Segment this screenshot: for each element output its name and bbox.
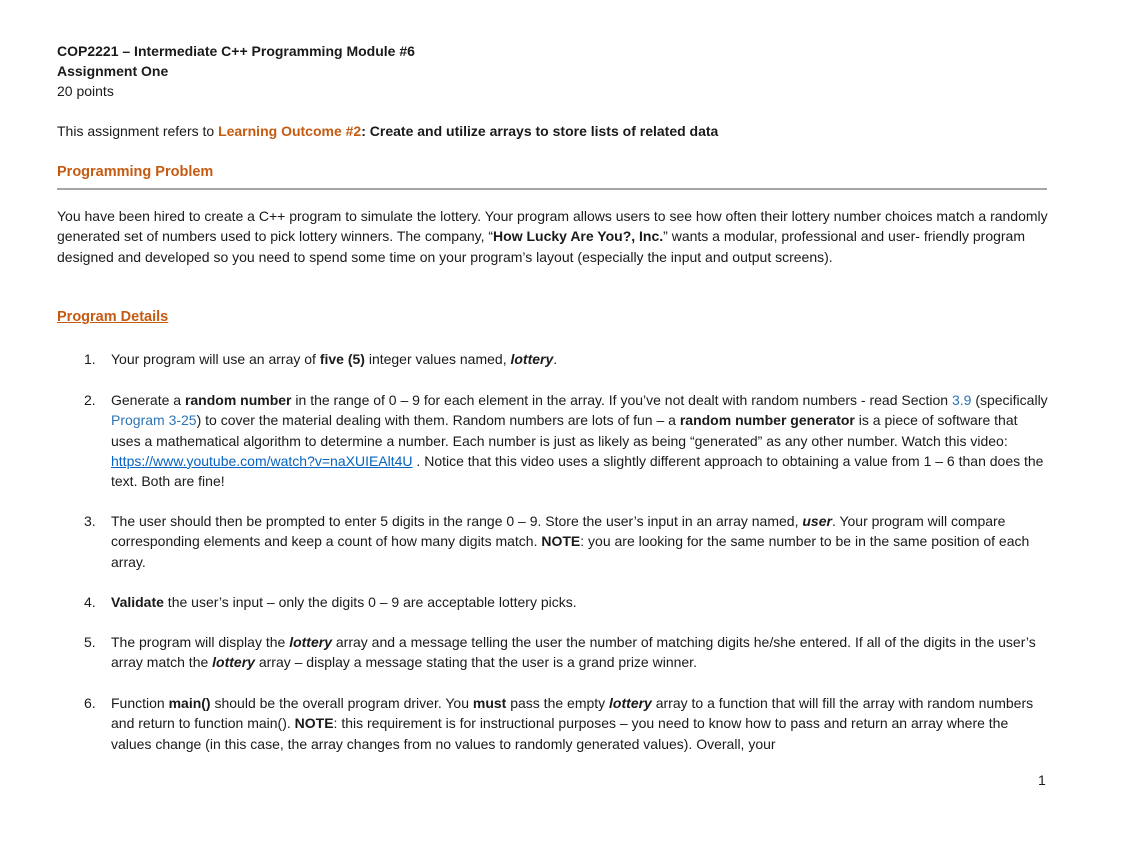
item-text-bold-italic: lottery: [212, 654, 255, 671]
course-title: COP2221 – Intermediate C++ Programming Module #6: [57, 43, 415, 59]
item-text-bold: random number generator: [679, 412, 855, 429]
item-text: .: [553, 351, 558, 367]
item-text: is a piece of software that uses a mathematical algorithm to determine a number. Each number is just as likely as being “generated” as any other number. Watch this video:: [111, 412, 1018, 449]
note-label: NOTE: [294, 715, 334, 732]
item-text-bold: main(): [168, 695, 211, 711]
item-text-bold-italic: user: [802, 513, 832, 529]
note-label: NOTE: [541, 533, 581, 550]
item-text: integer values named,: [364, 351, 511, 367]
item-text: ) to cover the material dealing with them. Random numbers are lots of fun – a: [196, 412, 680, 429]
programming-problem-heading: Programming Problem: [57, 164, 214, 180]
list-item: [84, 511, 1049, 572]
item-text-bold: random number: [184, 392, 292, 408]
item-text: pass the empty: [506, 695, 610, 711]
list-item: [84, 632, 1049, 673]
list-item: [84, 693, 1049, 754]
list-item: [84, 349, 1049, 369]
item-text: should be the overall program driver. You: [210, 695, 473, 711]
list-item-number: 1.: [84, 351, 96, 367]
item-text-bold: five (5): [319, 351, 365, 367]
item-text-bold-italic: lottery: [609, 695, 652, 711]
list-item: [84, 390, 1049, 491]
page-number: 1: [1038, 772, 1046, 788]
learning-outcome-description: Create and utilize arrays to store lists of related data: [369, 123, 719, 139]
learning-outcome-line: [57, 123, 718, 139]
item-text-bold-italic: lottery: [289, 634, 332, 650]
item-text: The user should then be prompted to enter 5 digits in the range 0 – 9. Store the user’s input in an array named,: [111, 513, 803, 529]
list-item-number: 3.: [84, 513, 96, 529]
item-text-bold: must: [472, 695, 507, 711]
assignment-title: Assignment One: [57, 63, 169, 79]
item-text: . Your program will compare corresponding elements and keep a count of how many digits match.: [111, 513, 1006, 550]
section-divider: [57, 188, 1047, 190]
company-name: How Lucky Are You?, Inc.: [493, 228, 664, 245]
item-text: Your program will use an array of: [111, 351, 320, 367]
list-item-number: 4.: [84, 594, 96, 610]
list-item: [84, 592, 1049, 612]
problem-text-1: You have been hired to create a C++ program to simulate the lottery. Your program allows users to see how often their lottery number choices match a randomly generated set of numbers used to pick lottery winners. The company, “: [57, 208, 1048, 245]
problem-paragraph: [57, 206, 1052, 267]
problem-text-2: ” wants a modular, professional and user- friendly program designed and developed so you need to spend some time on your program’s layout (especially the input and output screens).: [57, 228, 1025, 265]
points-label: 20 points: [57, 83, 114, 99]
item-text: : this requirement is for instructional purposes – you need to know how to pass and return an array where the values change (in this case, the array changes from no values to randomly generated values). Overall, your: [111, 715, 1009, 752]
program-details-heading: Program Details: [57, 309, 169, 325]
item-text: array to a function that will fill the array with random numbers and return to function main().: [111, 695, 1034, 732]
item-text: (specifically: [971, 392, 1048, 408]
program-reference-link[interactable]: Program 3-25: [111, 412, 197, 429]
item-text: in the range of 0 – 9 for each element in the array. If you’ve not dealt with random numbers - read Section: [291, 392, 952, 408]
item-text: array – display a message stating that the user is a grand prize winner.: [254, 654, 697, 671]
item-text: . Notice that this video uses a slightly different approach to obtaining a value from 1 – 6 than does the text. Both are fine!: [111, 452, 1044, 490]
list-item-number: 6.: [84, 695, 96, 711]
section-reference-link[interactable]: 3.9: [951, 392, 972, 408]
item-text: the user’s input – only the digits 0 – 9 are acceptable lottery picks.: [163, 594, 577, 610]
list-item-number: 5.: [84, 634, 96, 650]
learning-outcome-ref: Learning Outcome #2: [218, 123, 362, 139]
item-text: : you are looking for the same number to be in the same position of each array.: [111, 533, 1030, 570]
item-text: Generate a: [111, 392, 185, 408]
youtube-video-link[interactable]: https://www.youtube.com/watch?v=naXUIEAlt4U: [111, 452, 413, 469]
list-item-number: 2.: [84, 392, 96, 408]
item-text: array and a message telling the user the number of matching digits he/she entered. If all of the digits in the user’s array match the: [111, 634, 1036, 671]
item-text: Function: [111, 695, 169, 711]
intro-colon: :: [361, 123, 370, 139]
item-text-bold: Validate: [111, 594, 164, 610]
item-text-bold-italic: lottery: [510, 351, 554, 367]
item-text: The program will display the: [111, 634, 290, 650]
intro-lead: This assignment refers to: [57, 123, 219, 139]
